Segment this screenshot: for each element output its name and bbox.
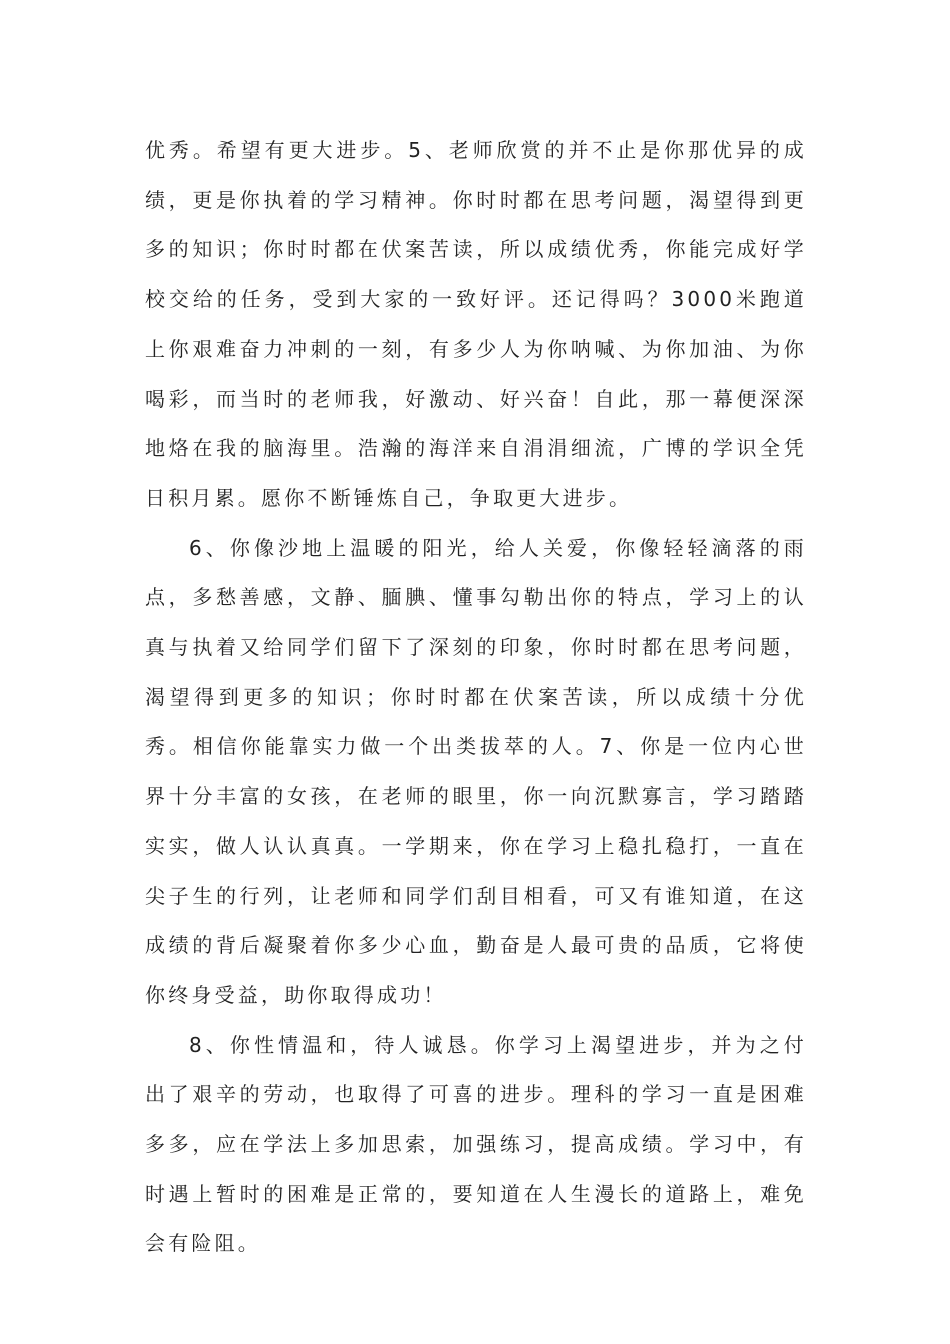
paragraph-8: 8、你性情温和，待人诚恳。你学习上渴望进步，并为之付出了艰辛的劳动，也取得了可喜的进步。理科的学习一直是困难多多，应在学法上多加思索，加强练习，提高成绩。学习中，有时遇上暂时的困难是正常的，要知道在人生漫长的道路上，难免会有险阻。 xyxy=(145,1032,807,1256)
paragraph-6-7: 6、你像沙地上温暖的阳光，给人关爱，你像轻轻滴落的雨点，多愁善感，文静、腼腆、懂事勾勒出你的特点，学习上的认真与执着又给同学们留下了深刻的印象，你时时都在思考问题，渴望得到更多的知识；你时时都在伏案苦读，所以成绩十分优秀。相信你能靠实力做一个出类拔萃的人。7、你是一位内心世界十分丰富的女孩，在老师的眼里，你一向沉默寡言，学习踏踏实实，做人认认真真。一学期来，你在学习上稳扎稳打，一直在尖子生的行列，让老师和同学们刮目相看，可又有谁知道，在这成绩的背后凝聚着你多少心血，勤奋是人最可贵的品质，它将使你终身受益，助你取得成功！ xyxy=(145,535,807,1007)
paragraph-continuation: 优秀。希望有更大进步。5、老师欣赏的并不止是你那优异的成绩，更是你执着的学习精神。你时时都在思考问题，渴望得到更多的知识；你时时都在伏案苦读，所以成绩优秀，你能完成好学校交给的任务，受到大家的一致好评。还记得吗？3000米跑道上你艰难奋力冲刺的一刻，有多少人为你呐喊、为你加油、为你喝彩，而当时的老师我，好激动、好兴奋！自此，那一幕便深深地烙在我的脑海里。浩瀚的海洋来自涓涓细流，广博的学识全凭日积月累。愿你不断锤炼自己，争取更大进步。 xyxy=(145,138,807,510)
document-body xyxy=(145,126,807,1269)
